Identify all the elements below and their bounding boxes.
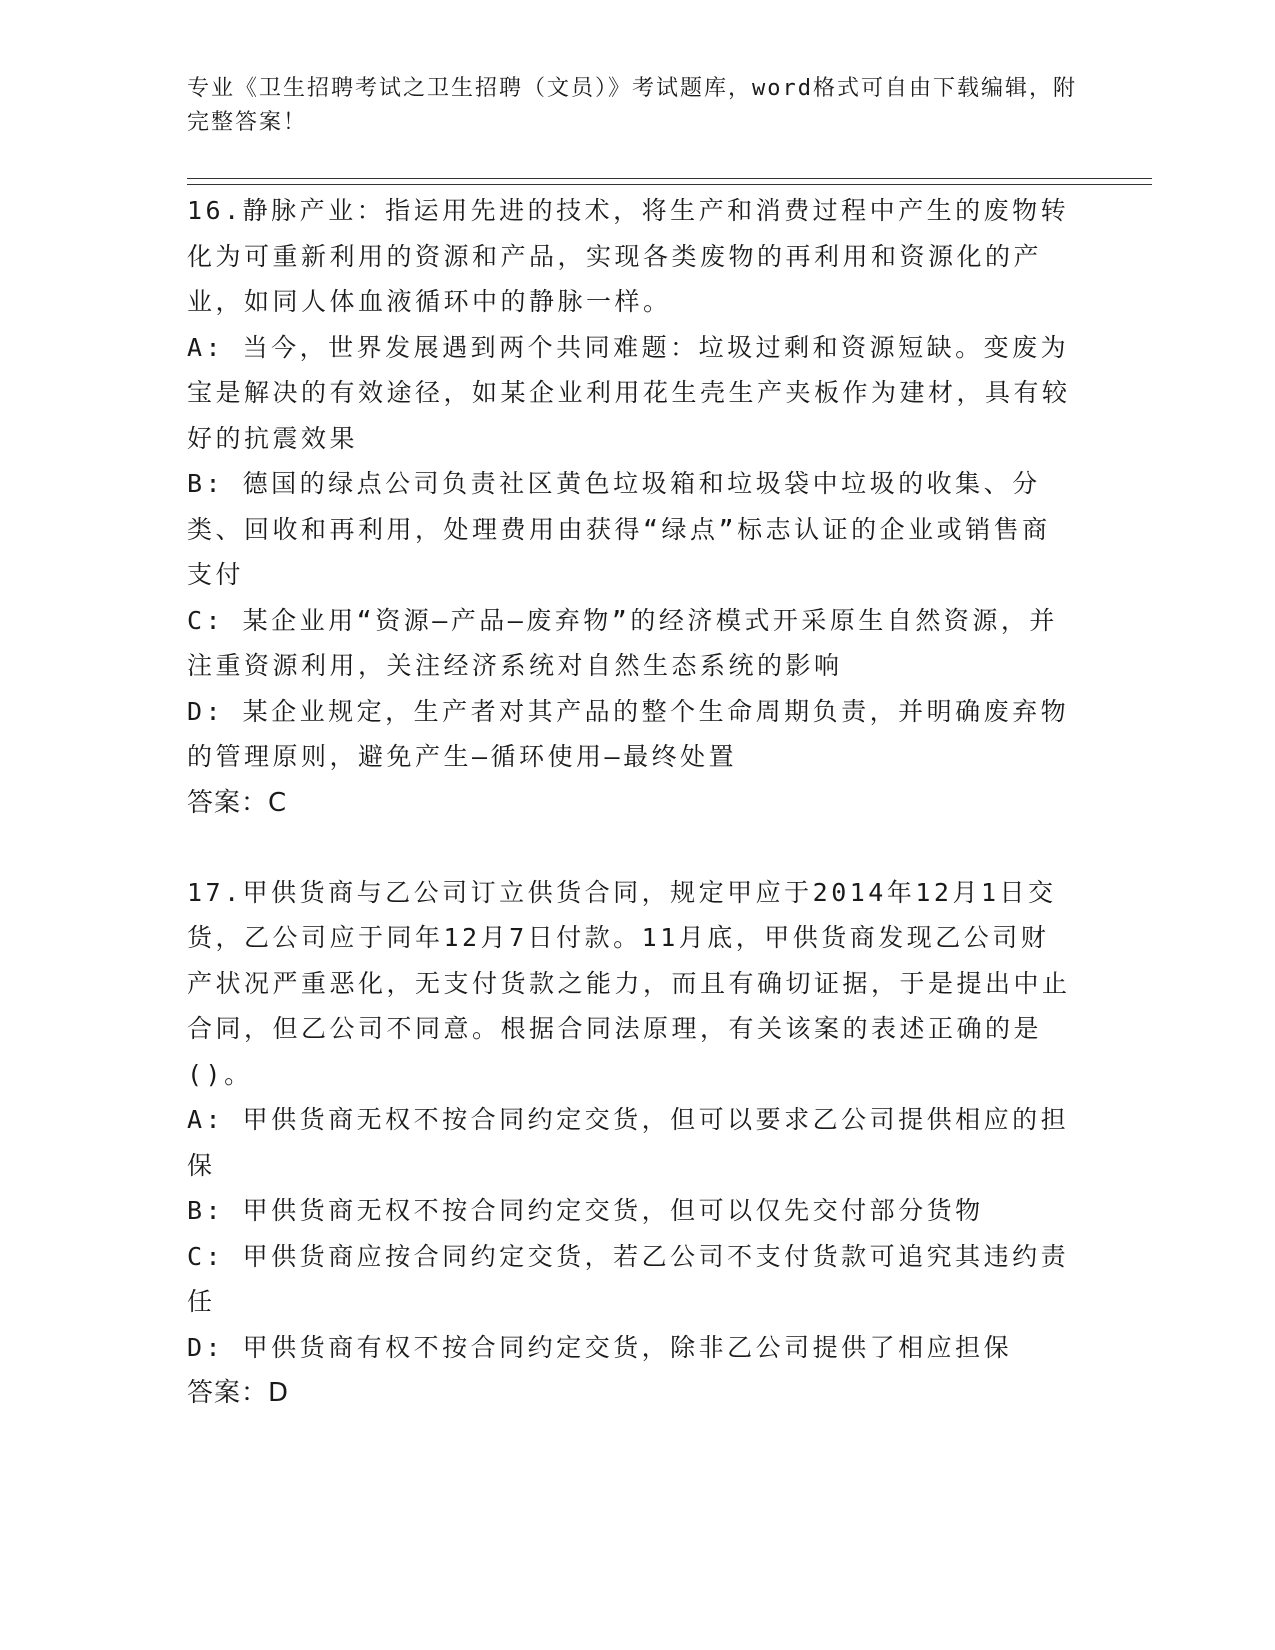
question-list — [187, 188, 1077, 1416]
option-d: D: 甲供货商有权不按合同约定交货，除非乙公司提供了相应担保 — [187, 1332, 1013, 1362]
option-b: B: 甲供货商无权不按合同约定交货，但可以仅先交付部分货物 — [187, 1196, 984, 1225]
option-a: A: 甲供货商无权不按合同约定交货，但可以要求乙公司提供相应的担保 — [187, 1105, 1070, 1180]
answer-label: 答案：C — [187, 787, 288, 818]
option-b: B: 德国的绿点公司负责社区黄色垃圾箱和垃圾袋中垃圾的收集、分类、回收和再利用，处理费用由获得“绿点”标志认证的企业或销售商支付 — [187, 469, 1051, 589]
answer-label: 答案：D — [187, 1378, 290, 1408]
option-d: D: 某企业规定，生产者对其产品的整个生命周期负责，并明确废弃物的管理原则，避免产生—循环使用—最终处置 — [187, 696, 1070, 771]
header-divider — [187, 178, 1152, 185]
option-a: A: 当今，世界发展遇到两个共同难题：垃圾过剩和资源短缺。变废为宝是解决的有效途径，如某企业利用花生壳生产夹板作为建材，具有较好的抗震效果 — [187, 332, 1071, 453]
question-16 — [187, 188, 1077, 826]
question-17 — [187, 870, 1077, 1417]
question-stem: 17.甲供货商与乙公司订立供货合同，规定甲应于2014年12月1日交货，乙公司应于同年12月7日付款。11月底，甲供货商发现乙公司财产状况严重恶化，无支付货款之能力，而且有确切证据，于是提出中止合同，但乙公司不同意。根据合同法原理，有关该案的表述正确的是()。 — [187, 877, 1071, 1089]
option-c: C: 甲供货商应按合同约定交货，若乙公司不支付货款可追究其违约责任 — [187, 1241, 1070, 1316]
header-text: 专业《卫生招聘考试之卫生招聘（文员）》考试题库，word格式可自由下载编辑，附完整答案！ — [187, 76, 1077, 135]
option-c: C: 某企业用“资源—产品—废弃物”的经济模式开采原生自然资源，并注重资源利用，关注经济系统对自然生态系统的影响 — [187, 605, 1058, 680]
document-header — [187, 72, 1077, 140]
question-stem: 16.静脉产业：指运用先进的技术，将生产和消费过程中产生的废物转化为可重新利用的资源和产品，实现各类废物的再利用和资源化的产业，如同人体血液循环中的静脉一样。 — [187, 196, 1070, 316]
